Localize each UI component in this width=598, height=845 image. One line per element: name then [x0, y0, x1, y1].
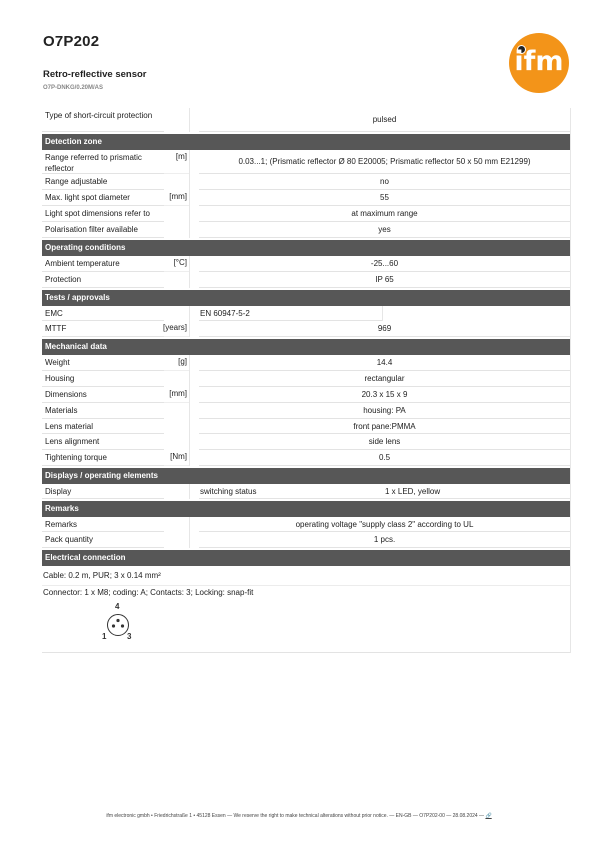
spec-label: Ambient temperature	[45, 259, 120, 268]
spec-value: pulsed	[372, 115, 397, 124]
spec-label: Tightening torque	[45, 453, 107, 462]
spec-row-polarisation	[42, 222, 570, 238]
spec-label: Lens alignment	[45, 437, 100, 446]
spec-label: Lens material	[45, 422, 94, 431]
external-link-icon[interactable]: 🔗	[485, 813, 492, 819]
product-subtitle: Retro-reflective sensor	[43, 69, 147, 80]
spec-label: Dimensions	[45, 390, 87, 399]
section-header-detection: Detection zone	[42, 134, 570, 150]
section-header-displays: Displays / operating elements	[42, 468, 570, 484]
spec-label: Remarks	[45, 520, 78, 529]
page-footer	[0, 813, 598, 819]
spec-value: front pane:PMMA	[353, 422, 416, 431]
spec-row-display	[42, 484, 570, 499]
spec-label: Max. light spot diameter	[45, 193, 130, 202]
spec-value: 1 pcs.	[373, 535, 396, 544]
cable-spec: Cable: 0.2 m, PUR; 3 x 0.14 mm²	[43, 571, 161, 580]
spec-row-weight	[42, 355, 570, 371]
connector-face-icon	[105, 612, 131, 638]
spec-row-remarks	[42, 517, 570, 532]
spec-row-short-circuit	[42, 108, 570, 132]
spec-row-torque	[42, 450, 570, 466]
logo-text: ifm	[514, 46, 564, 77]
footer-text: ifm electronic gmbh • Friedrichstraße 1 • 45128 Essen — We reserve the right to make technical alterations without prior notice. — EN-GB — O7P202-00 — 28.08.2024 —	[106, 813, 485, 819]
connector-spec: Connector: 1 x M8; coding: A; Contacts: 3; Locking: snap-fit	[43, 588, 254, 597]
spec-value: side lens	[368, 437, 401, 446]
spec-label: Range referred to prismatic reflector	[45, 153, 142, 173]
spec-row-range	[42, 150, 570, 174]
pin-label-4: 4	[115, 602, 120, 611]
spec-value: at maximum range	[351, 209, 418, 218]
spec-table	[42, 108, 571, 653]
spec-value: 969	[377, 324, 392, 333]
spec-value-secondary: 1 x LED, yellow	[385, 487, 441, 496]
spec-value: EN 60947-5-2	[200, 309, 250, 318]
section-header-mechanical: Mechanical data	[42, 339, 570, 355]
spec-value: 55	[380, 193, 389, 202]
order-code: O7P-DNKG/0.20M/AS	[43, 85, 104, 91]
spec-unit: [m]	[175, 152, 187, 161]
spec-value: -25...60	[370, 259, 399, 268]
product-title: O7P202	[43, 33, 100, 50]
section-header-electrical: Electrical connection	[42, 550, 570, 566]
pin-label-1: 1	[102, 632, 107, 641]
spec-value: no	[380, 177, 389, 186]
spec-unit: [g]	[178, 357, 187, 366]
spec-value: housing: PA	[363, 406, 406, 415]
spec-label: Weight	[45, 358, 70, 367]
pin-label-3: 3	[127, 632, 132, 641]
connector-pinout-diagram	[100, 602, 140, 646]
spec-unit: [mm]	[169, 389, 187, 398]
spec-row-spot-refer	[42, 206, 570, 222]
section-header-operating: Operating conditions	[42, 240, 570, 256]
spec-value: 0.5	[378, 453, 391, 462]
electrical-connection-block	[42, 566, 570, 652]
spec-value: rectangular	[364, 374, 405, 383]
spec-value: yes	[378, 225, 391, 234]
section-header-tests: Tests / approvals	[42, 290, 570, 306]
ifm-logo	[509, 33, 569, 93]
spec-row-protection	[42, 272, 570, 288]
spec-row-ambient-temp	[42, 256, 570, 272]
spec-value-primary: switching status	[200, 487, 257, 496]
spec-label: EMC	[45, 309, 63, 318]
spec-row-materials	[42, 403, 570, 419]
spec-row-housing	[42, 371, 570, 387]
spec-label: Type of short-circuit protection	[45, 111, 153, 120]
spec-label: Polarisation filter available	[45, 225, 138, 234]
spec-unit: [°C]	[173, 258, 187, 267]
spec-row-emc	[42, 306, 570, 321]
spec-label: Pack quantity	[45, 535, 94, 544]
spec-row-dimensions	[42, 387, 570, 403]
spec-value: 20.3 x 15 x 9	[361, 390, 408, 399]
spec-row-mttf	[42, 321, 570, 337]
spec-row-pack-quantity	[42, 532, 570, 548]
spec-value: 0.03...1; (Prismatic reflector Ø 80 E20005; Prismatic reflector 50 x 50 mm E21299)	[238, 157, 531, 166]
spec-label: Materials	[45, 406, 78, 415]
spec-label: Range adjustable	[45, 177, 108, 186]
spec-row-lens-material	[42, 419, 570, 434]
spec-label: MTTF	[45, 324, 67, 333]
spec-unit: [Nm]	[170, 452, 187, 461]
spec-value: 14.4	[376, 358, 393, 367]
spec-label: Light spot dimensions refer to	[45, 209, 150, 218]
spec-value: operating voltage "supply class 2" according to UL	[295, 520, 474, 529]
section-header-remarks: Remarks	[42, 501, 570, 517]
spec-row-range-adjustable	[42, 174, 570, 190]
spec-label: Protection	[45, 275, 82, 284]
spec-value: IP 65	[375, 275, 394, 284]
spec-label: Display	[45, 487, 72, 496]
spec-unit: [mm]	[169, 192, 187, 201]
spec-row-lens-alignment	[42, 434, 570, 450]
spec-unit: [years]	[162, 323, 187, 332]
spec-label: Housing	[45, 374, 75, 383]
spec-row-spot-diameter	[42, 190, 570, 206]
